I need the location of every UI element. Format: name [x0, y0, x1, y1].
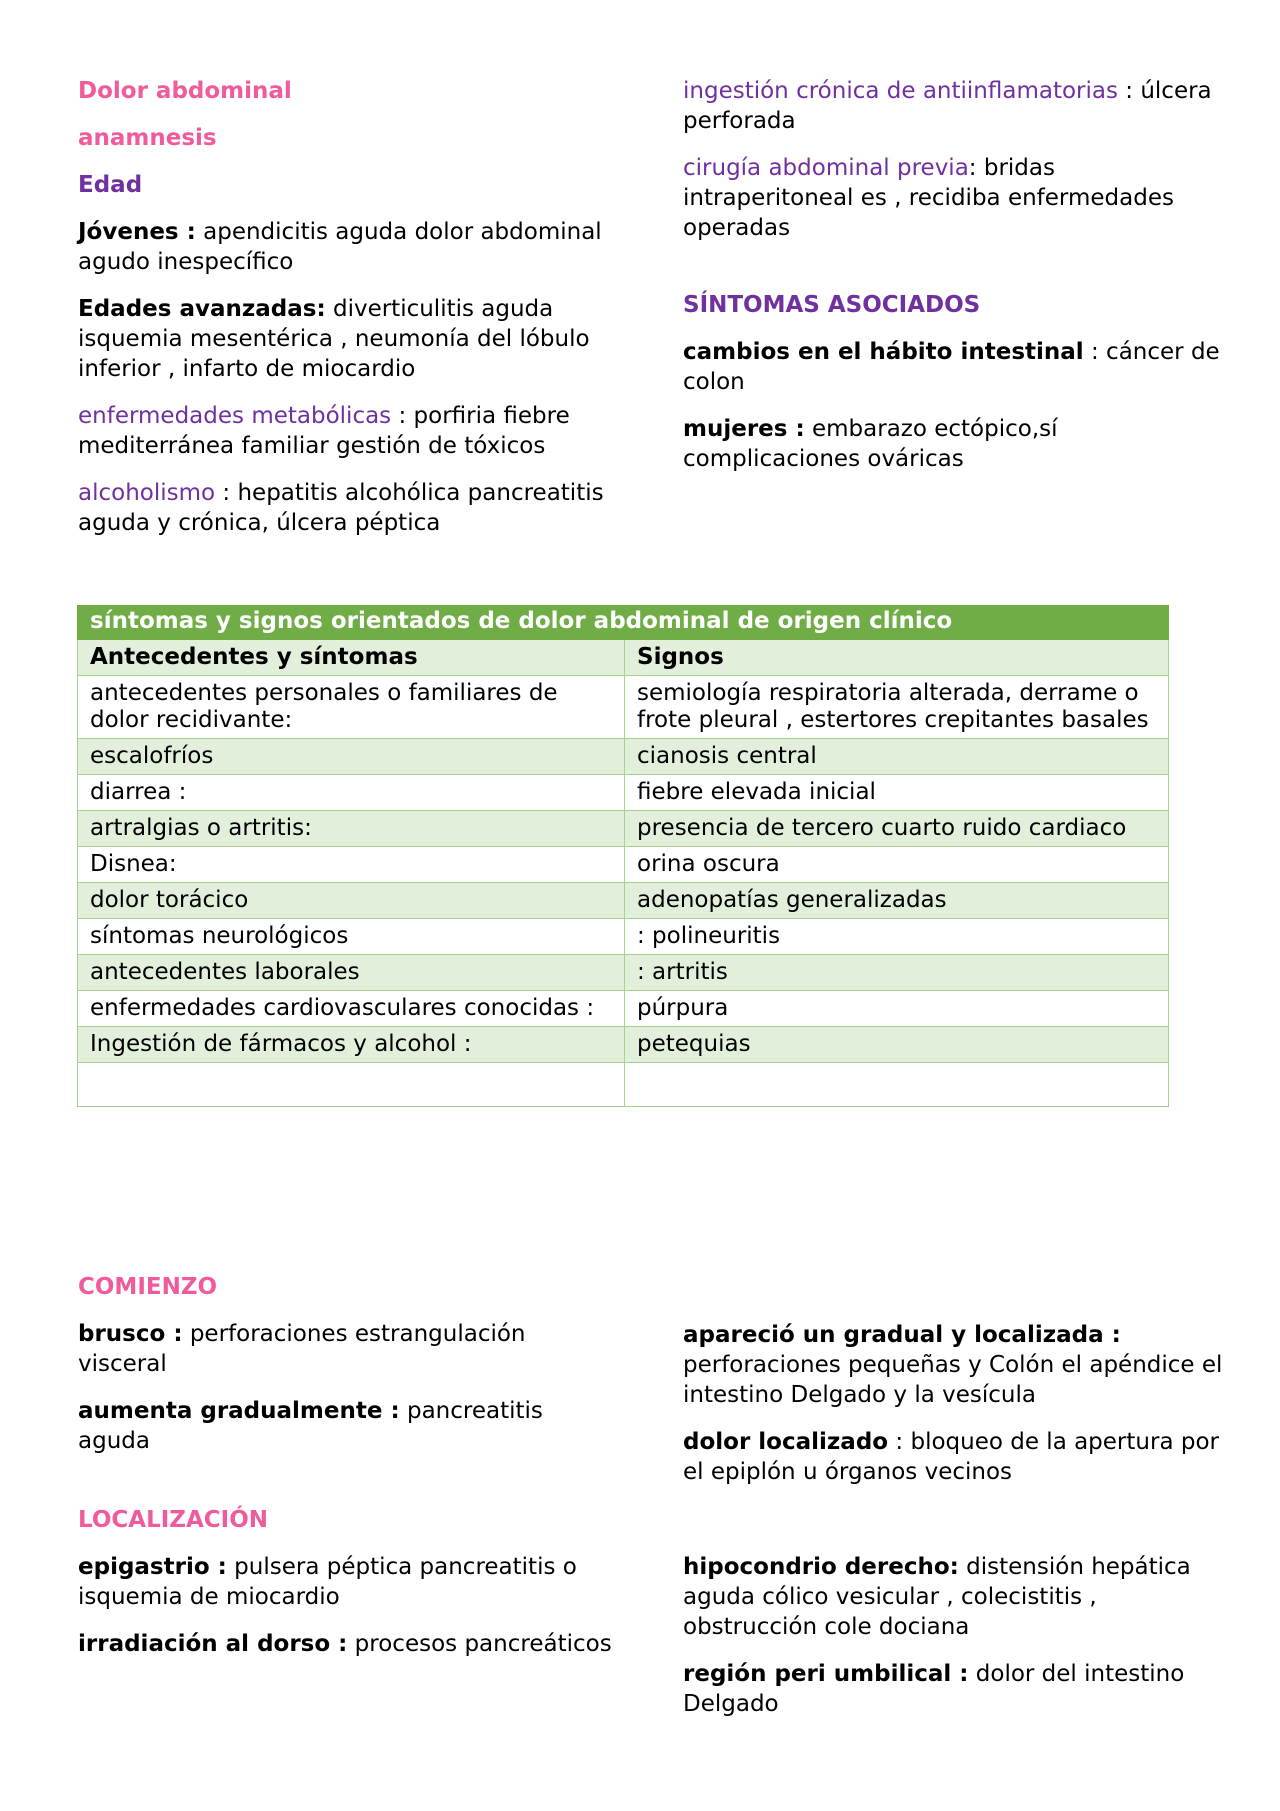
paragraph-hipocondrio-derecho [683, 1552, 1223, 1642]
table-row [78, 883, 1169, 919]
table-cell: diarrea : [78, 775, 625, 811]
comienzo-left [78, 1272, 618, 1473]
column-header-antecedentes: Antecedentes y síntomas [78, 640, 625, 676]
spacer [683, 260, 1223, 290]
table-row [78, 919, 1169, 955]
localizacion-left [78, 1505, 618, 1676]
table-cell: : polineuritis [625, 919, 1169, 955]
text-aparecio-gradual: perforaciones pequeñas y Colón el apéndice el intestino Delgado y la vesícula [683, 1352, 1223, 1408]
label-alcoholismo: alcoholismo [78, 480, 216, 506]
table-cell: dolor torácico [78, 883, 625, 919]
paragraph-aumenta-gradualmente [78, 1396, 618, 1456]
table-row [78, 811, 1169, 847]
label-aparecio-gradual: apareció un gradual y localizada : [683, 1322, 1121, 1348]
text-epigastrio: pulsera péptica pancreatitis o isquemia de miocardio [78, 1554, 577, 1610]
paragraph-antiinflamatorias [683, 76, 1223, 136]
paragraph-dolor-localizado [683, 1427, 1223, 1487]
table-cell: petequias [625, 1027, 1169, 1063]
paragraph-brusco [78, 1319, 618, 1379]
paragraph-cirugia-previa [683, 153, 1223, 243]
comienzo-right [683, 1320, 1223, 1504]
table-cell: Ingestión de fármacos y alcohol : [78, 1027, 625, 1063]
text-antiinflamatorias: : úlcera perforada [683, 78, 1212, 134]
text-irradiacion-dorso: procesos pancreáticos [347, 1631, 612, 1657]
label-jovenes: Jóvenes : [78, 219, 196, 245]
paragraph-alcoholismo [78, 478, 618, 538]
paragraph-jovenes [78, 217, 618, 277]
label-antiinflamatorias: ingestión crónica de antiinflamatorias [683, 78, 1118, 104]
table-cell: semiología respiratoria alterada, derrame o frote pleural , estertores crepitantes basales [625, 676, 1169, 739]
table-cell: Disnea: [78, 847, 625, 883]
text-region-periumbilical: dolor del intestino Delgado [683, 1661, 1185, 1717]
table-title-row [78, 606, 1169, 640]
heading-localizacion: LOCALIZACIÓN [78, 1507, 268, 1533]
table-cell: orina oscura [625, 847, 1169, 883]
text-edades-avanzadas: diverticulitis aguda isquemia mesentérica , neumonía del lóbulo inferior , infarto de miocardio [78, 296, 590, 382]
table-cell: enfermedades cardiovasculares conocidas : [78, 991, 625, 1027]
heading-sintomas-asociados: SÍNTOMAS ASOCIADOS [683, 292, 981, 318]
column-header-signos: Signos [625, 640, 1169, 676]
paragraph-habito-intestinal [683, 337, 1223, 397]
table-header-row [78, 640, 1169, 676]
subtitle-anamnesis: anamnesis [78, 125, 217, 151]
right-column-top [683, 76, 1223, 491]
table-cell [625, 1063, 1169, 1107]
table-cell: presencia de tercero cuarto ruido cardiaco [625, 811, 1169, 847]
text-dolor-localizado: : bloqueo de la apertura por el epiplón u órganos vecinos [683, 1429, 1219, 1485]
label-habito-intestinal: cambios en el hábito intestinal [683, 339, 1084, 365]
text-habito-intestinal: : cáncer de colon [683, 339, 1220, 395]
label-dolor-localizado: dolor localizado [683, 1429, 889, 1455]
table-cell: escalofríos [78, 739, 625, 775]
text-aumenta-gradualmente: pancreatitis aguda [78, 1398, 543, 1454]
table-row [78, 676, 1169, 739]
page-title: Dolor abdominal [78, 78, 292, 104]
localizacion-right [683, 1552, 1223, 1736]
paragraph-aparecio-gradual [683, 1320, 1223, 1410]
text-cirugia-previa: : bridas intraperitoneal es , recidiba enfermedades operadas [683, 155, 1174, 241]
table-cell: cianosis central [625, 739, 1169, 775]
label-brusco: brusco : [78, 1321, 183, 1347]
label-edades-avanzadas: Edades avanzadas: [78, 296, 326, 322]
table-row [78, 991, 1169, 1027]
heading-comienzo: COMIENZO [78, 1274, 218, 1300]
label-hipocondrio-derecho: hipocondrio derecho: [683, 1554, 959, 1580]
table-row [78, 847, 1169, 883]
label-enfermedades-metabolicas: enfermedades metabólicas [78, 403, 392, 429]
label-cirugia-previa: cirugía abdominal previa [683, 155, 969, 181]
heading-edad: Edad [78, 172, 143, 198]
label-region-periumbilical: región peri umbilical : [683, 1661, 969, 1687]
table-cell [78, 1063, 625, 1107]
table-cell: fiebre elevada inicial [625, 775, 1169, 811]
paragraph-mujeres [683, 414, 1223, 474]
text-brusco: perforaciones estrangulación visceral [78, 1321, 526, 1377]
text-alcoholismo: : hepatitis alcohólica pancreatitis aguda y crónica, úlcera péptica [78, 480, 604, 536]
label-aumenta-gradualmente: aumenta gradualmente : [78, 1398, 400, 1424]
symptoms-signs-table [77, 605, 1169, 1107]
paragraph-irradiacion-dorso [78, 1629, 618, 1659]
label-irradiacion-dorso: irradiación al dorso : [78, 1631, 348, 1657]
table-cell: adenopatías generalizadas [625, 883, 1169, 919]
table-cell: artralgias o artritis: [78, 811, 625, 847]
table-cell: púrpura [625, 991, 1169, 1027]
table-row [78, 1027, 1169, 1063]
table-title: síntomas y signos orientados de dolor abdominal de origen clínico [78, 606, 1169, 640]
paragraph-region-periumbilical [683, 1659, 1223, 1719]
label-mujeres: mujeres : [683, 416, 805, 442]
text-hipocondrio-derecho: distensión hepática aguda cólico vesicular , colecistitis , obstrucción cole dociana [683, 1554, 1191, 1640]
table-row [78, 955, 1169, 991]
paragraph-epigastrio [78, 1552, 618, 1612]
table-cell: antecedentes laborales [78, 955, 625, 991]
table-cell: : artritis [625, 955, 1169, 991]
table-cell: antecedentes personales o familiares de dolor recidivante: [78, 676, 625, 739]
text-enfermedades-metabolicas: : porfiria fiebre mediterránea familiar gestión de tóxicos [78, 403, 570, 459]
table-row-empty [78, 1063, 1169, 1107]
table-row [78, 775, 1169, 811]
paragraph-edades-avanzadas [78, 294, 618, 384]
text-mujeres: embarazo ectópico,sí complicaciones ováricas [683, 416, 1058, 472]
paragraph-enfermedades-metabolicas [78, 401, 618, 461]
text-jovenes: apendicitis aguda dolor abdominal agudo inespecífico [78, 219, 602, 275]
table-cell: síntomas neurológicos [78, 919, 625, 955]
left-column-top [78, 76, 618, 555]
table-row [78, 739, 1169, 775]
label-epigastrio: epigastrio : [78, 1554, 227, 1580]
